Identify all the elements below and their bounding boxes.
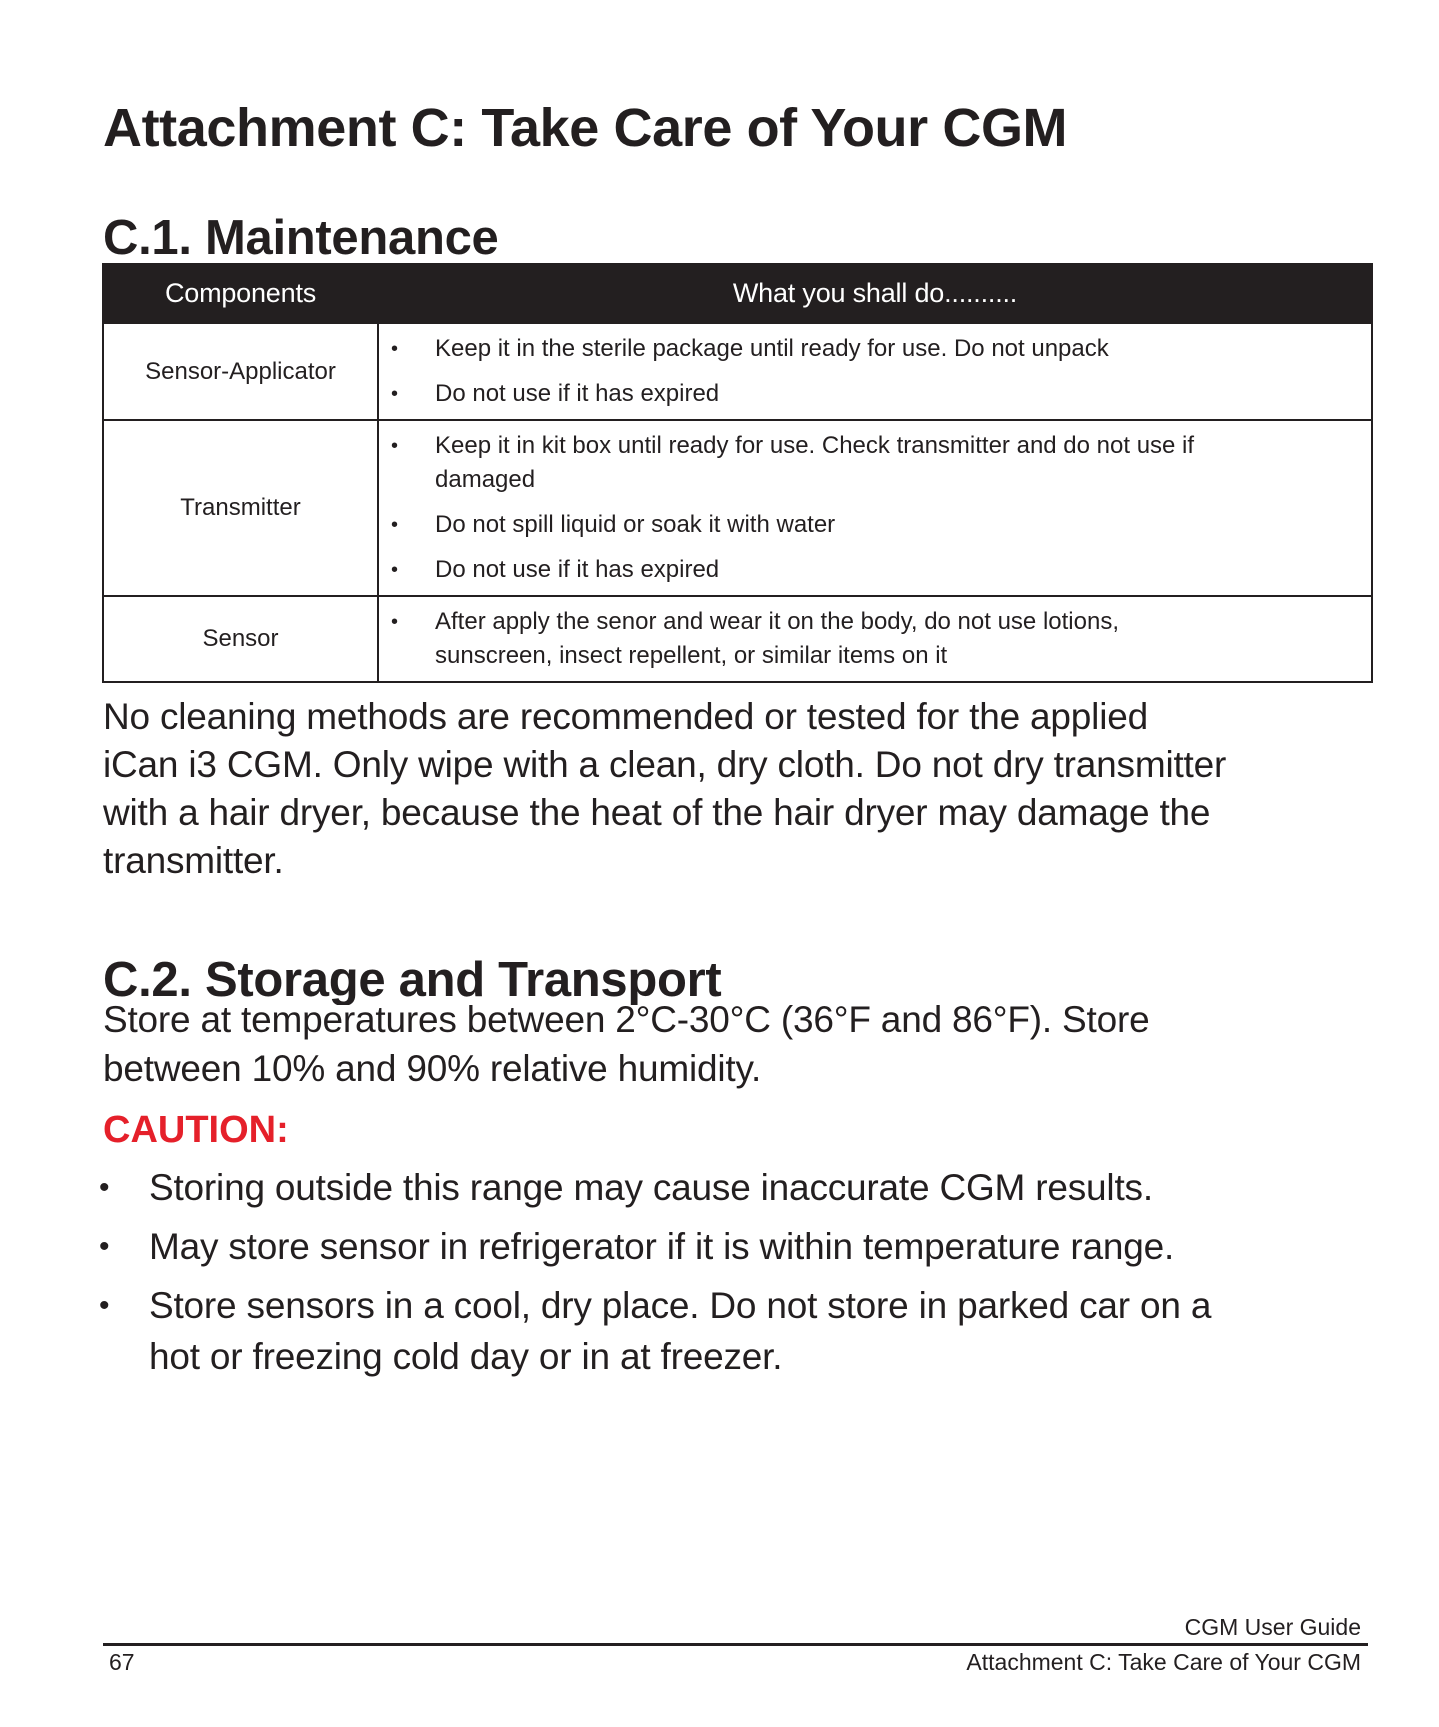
- action-list: [379, 605, 1361, 673]
- paragraph-line: iCan i3 CGM. Only wipe with a clean, dry cloth. Do not dry transmitter: [103, 744, 1227, 785]
- action-text: damaged: [435, 466, 536, 493]
- action-item: [379, 377, 1361, 411]
- section-heading-storage: C.2. Storage and Transport: [103, 955, 722, 1005]
- action-item: [379, 605, 1361, 673]
- action-text: Keep it in kit box until ready for use. Check transmitter and do not use if: [435, 432, 1195, 459]
- table-row: [103, 596, 1372, 682]
- action-item: [379, 429, 1361, 497]
- component-cell: Transmitter: [103, 420, 378, 596]
- footer-guide-name: CGM User Guide: [1184, 1614, 1361, 1640]
- action-text: Keep it in the sterile package until ready for use. Do not unpack: [435, 335, 1109, 362]
- action-list: [379, 332, 1361, 411]
- action-item: [379, 332, 1361, 366]
- bullet-icon: •: [99, 1230, 110, 1263]
- paragraph-line: Store at temperatures between 2°C-30°C (36°F and 86°F). Store: [103, 999, 1150, 1040]
- bullet-icon: •: [99, 1171, 110, 1204]
- caution-list: [95, 1162, 1375, 1390]
- column-header-components: Components: [103, 264, 378, 323]
- bullet-icon: •: [391, 383, 399, 405]
- caution-text: Storing outside this range may cause inaccurate CGM results.: [149, 1167, 1153, 1208]
- actions-cell: [378, 323, 1372, 420]
- page-number: 67: [109, 1649, 135, 1675]
- storage-paragraph: [103, 995, 1373, 1093]
- bullet-icon: •: [391, 435, 399, 457]
- actions-cell: [378, 420, 1372, 596]
- bullet-icon: •: [99, 1289, 110, 1322]
- caution-text: Store sensors in a cool, dry place. Do not store in parked car on a: [149, 1285, 1212, 1326]
- maintenance-table: [102, 263, 1373, 683]
- paragraph-line: transmitter.: [103, 840, 284, 881]
- component-cell: Sensor-Applicator: [103, 323, 378, 420]
- component-cell: Sensor: [103, 596, 378, 682]
- cleaning-paragraph: [103, 693, 1373, 885]
- caution-text: May store sensor in refrigerator if it is within temperature range.: [149, 1226, 1175, 1267]
- caution-item: [95, 1162, 1375, 1213]
- action-list: [379, 429, 1361, 587]
- caution-text: hot or freezing cold day or in at freezer.: [149, 1336, 783, 1377]
- section-heading-maintenance: C.1. Maintenance: [103, 213, 499, 263]
- action-text: sunscreen, insect repellent, or similar items on it: [435, 642, 948, 669]
- table-header-row: [103, 264, 1372, 323]
- caution-item: [95, 1280, 1375, 1382]
- paragraph-line: between 10% and 90% relative humidity.: [103, 1048, 762, 1089]
- action-item: [379, 508, 1361, 542]
- action-text: Do not spill liquid or soak it with water: [435, 511, 836, 538]
- footer-divider: [103, 1643, 1368, 1646]
- footer-chapter-title: Attachment C: Take Care of Your CGM: [966, 1649, 1361, 1675]
- page-title: Attachment C: Take Care of Your CGM: [103, 101, 1068, 156]
- action-item: [379, 553, 1361, 587]
- action-text: After apply the senor and wear it on the body, do not use lotions,: [435, 608, 1119, 635]
- column-header-actions: What you shall do..........: [378, 264, 1372, 323]
- paragraph-line: with a hair dryer, because the heat of the hair dryer may damage the: [103, 792, 1211, 833]
- table-row: [103, 323, 1372, 420]
- bullet-icon: •: [391, 514, 399, 536]
- bullet-icon: •: [391, 611, 399, 633]
- action-text: Do not use if it has expired: [435, 380, 720, 407]
- table-row: [103, 420, 1372, 596]
- paragraph-line: No cleaning methods are recommended or tested for the applied: [103, 696, 1148, 737]
- bullet-icon: •: [391, 559, 399, 581]
- actions-cell: [378, 596, 1372, 682]
- action-text: Do not use if it has expired: [435, 556, 720, 583]
- caution-item: [95, 1221, 1375, 1272]
- caution-label: CAUTION:: [103, 1109, 289, 1151]
- bullet-icon: •: [391, 338, 399, 360]
